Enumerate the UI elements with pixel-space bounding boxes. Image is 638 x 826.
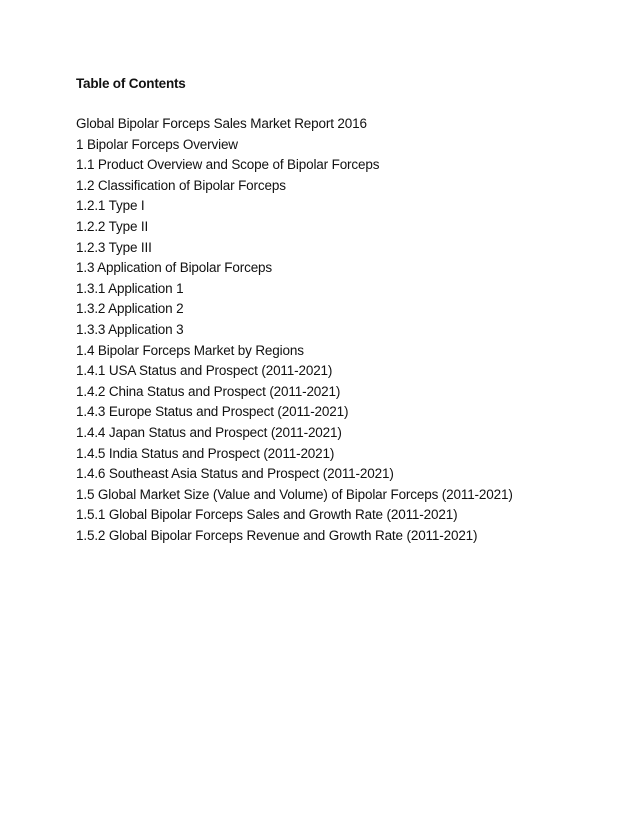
toc-entry-1-3-3: 1.3.3 Application 3	[76, 321, 184, 337]
toc-entry-1-1: 1.1 Product Overview and Scope of Bipolar Forceps	[76, 157, 380, 173]
toc-title: Table of Contents	[76, 76, 186, 91]
toc-entry-1-2-2: 1.2.2 Type II	[76, 218, 149, 234]
toc-entry-1-4-2: 1.4.2 China Status and Prospect (2011-2021)	[76, 383, 341, 399]
toc-entry-1-4-4: 1.4.4 Japan Status and Prospect (2011-2021)	[76, 424, 342, 440]
toc-entry-1-5-2: 1.5.2 Global Bipolar Forceps Revenue and Growth Rate (2011-2021)	[76, 527, 478, 543]
toc-entry-1: 1 Bipolar Forceps Overview	[76, 136, 238, 152]
toc-entry-report-title: Global Bipolar Forceps Sales Market Report 2016	[76, 116, 367, 131]
toc-section	[76, 74, 616, 546]
toc-entry-1-4-5: 1.4.5 India Status and Prospect (2011-2021)	[76, 445, 335, 461]
toc-entry-1-4-1: 1.4.1 USA Status and Prospect (2011-2021)	[76, 363, 333, 379]
toc-entry-1-2: 1.2 Classification of Bipolar Forceps	[76, 177, 286, 193]
toc-entry-1-3-2: 1.3.2 Application 2	[76, 301, 184, 317]
toc-entry-1-4-3: 1.4.3 Europe Status and Prospect (2011-2021)	[76, 404, 349, 420]
toc-entry-1-3: 1.3 Application of Bipolar Forceps	[76, 260, 273, 276]
toc-entry-1-2-3: 1.2.3 Type III	[76, 239, 152, 255]
toc-entry-1-3-1: 1.3.1 Application 1	[76, 280, 184, 296]
toc-entry-1-5: 1.5 Global Market Size (Value and Volume) of Bipolar Forceps (2011-2021)	[76, 486, 513, 502]
toc-entry-1-4-6: 1.4.6 Southeast Asia Status and Prospect (2011-2021)	[76, 466, 394, 482]
toc-list	[76, 114, 616, 546]
toc-entry-1-5-1: 1.5.1 Global Bipolar Forceps Sales and Growth Rate (2011-2021)	[76, 507, 458, 523]
toc-entry-1-2-1: 1.2.1 Type I	[76, 198, 145, 214]
toc-entry-1-4: 1.4 Bipolar Forceps Market by Regions	[76, 342, 304, 358]
